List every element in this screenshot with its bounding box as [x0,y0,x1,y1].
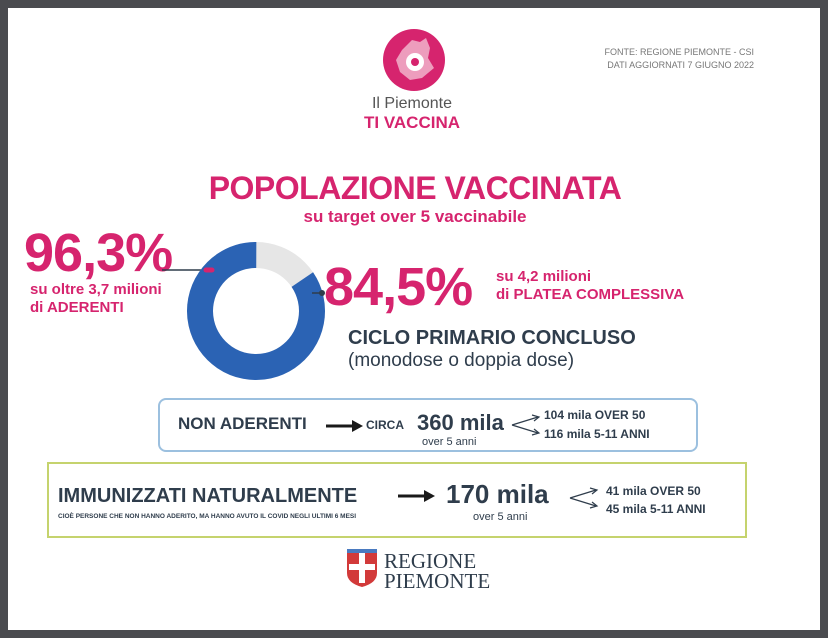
piemonte-logo-icon [382,28,446,92]
ciclo-subtitle: (monodose o doppia dose) [348,350,575,371]
logo-line1: Il Piemonte [371,95,453,112]
immunizzati-value: 170 mila [446,479,549,509]
arrow-right-icon [326,419,364,433]
logo-line2: TI VACCINA [363,113,460,132]
donut-fill [178,233,334,389]
immunizzati-branch2: 45 mila 5-11 ANNI [606,502,706,516]
aderenti-line1: su oltre 3,7 milioni [30,281,162,298]
arrow-right-icon [398,489,436,503]
platea-line1: su 4,2 milioni [496,268,592,285]
footer-line1: REGIONE [384,549,477,573]
platea-percent: 84,5% [324,257,473,317]
non-aderenti-branch2: 116 mila 5-11 ANNI [544,427,650,441]
platea-line2: di PLATEA COMPLESSIVA [496,286,685,303]
non-aderenti-branch1: 104 mila OVER 50 [544,408,646,422]
aderenti-line2: di ADERENTI [30,299,124,316]
immunizzati-branch1: 41 mila OVER 50 [606,484,701,498]
page-subtitle: su target over 5 vaccinabile [303,207,527,226]
non-aderenti-value-sub: over 5 anni [422,436,477,448]
page-title: POPOLAZIONE VACCINATA [208,170,622,206]
footer-line2: PIEMONTE [384,569,491,593]
immunizzati-note: CIOÈ PERSONE CHE NON HANNO ADERITO, MA HANNO AVUTO IL COVID NEGLI ULTIMI 6 MESI [58,513,357,520]
branch-arrows-icon [510,412,542,438]
source-line2: DATI AGGIORNATI 7 GIUGNO 2022 [607,60,754,70]
source-line1: FONTE: REGIONE PIEMONTE - CSI [604,47,754,57]
source-note [594,46,754,72]
immunizzati-label: IMMUNIZZATI NATURALMENTE [58,485,358,507]
non-aderenti-value: 360 mila [417,410,504,435]
branch-arrows-icon [568,485,600,511]
non-aderenti-label: NON ADERENTI [178,414,307,433]
immunizzati-value-sub: over 5 anni [473,511,528,523]
aderenti-percent: 96,3% [24,223,173,283]
regione-emblem-icon [343,549,381,589]
ciclo-title: CICLO PRIMARIO CONCLUSO [348,327,636,349]
non-aderenti-circa: CIRCA [366,418,404,432]
donut-chart [160,232,350,402]
